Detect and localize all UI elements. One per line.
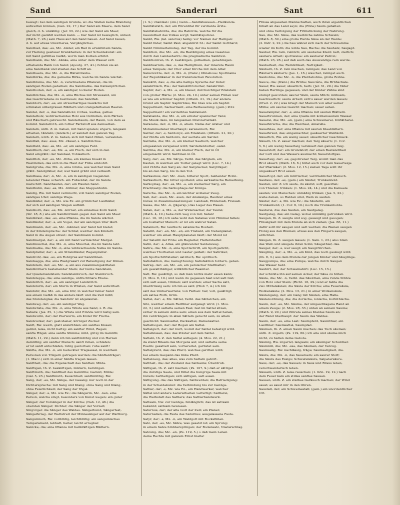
- text-line: Satteln, th. Z. den Sattel auflegen; (4. Mos. 22, 21.): [143, 335, 226, 340]
- text-line: Sand in die Augen streut; der Sandmann kommt.: [26, 233, 105, 238]
- text-line: sandigen Boden gedeihen; die Sandnelke, das Katzenpfötchen.: [26, 83, 127, 88]
- text-line: Sattler, der; -s, Mz. wie Ez., ein Handwerker, welcher: [143, 386, 229, 391]
- text-line: arbeiten, tändeln; (landsch.) er sandelt den ganzen Tag.: [26, 130, 116, 135]
- text-line: die durstige Seele, und füllet die hungrige Seele mit: [143, 369, 227, 374]
- text-line: Sattelpferd, das; das Pferd, welches geritten wird;: [143, 348, 224, 353]
- text-line: Saufaus, der; -es, (gem.) ein Säufer, Trunkenbold.: [259, 177, 339, 182]
- text-line: Sandsegge, die; eine Riedgrasart zur Befestigung der Dünen.: [26, 258, 125, 263]
- text-line: Sandwurm, der; der Pierwurm, ein Köder für Fische.: [26, 314, 111, 319]
- text-line: Sättel und andere Lederarbeiten verfertigt; Sattlerei,: [143, 391, 229, 396]
- text-line: Sanktion, die; Mz. -en, die Bestätigung eines Gesetzes: [143, 49, 230, 54]
- text-line: Gutes; in Zusammensetzungen: Landsaß, Hintersaß, Freisaß.: [143, 199, 241, 204]
- text-line: mit Sand gefülltes Gefäß, worin man Kolben erhitzt.: [26, 54, 110, 59]
- text-line: bis an den Sarg, bis in den Tod.: [143, 169, 194, 174]
- header-left-word: Sand: [30, 6, 51, 15]
- text-line: lebender Hase; scherzh. ein Fußsoldat, der im Sande: [26, 177, 111, 182]
- text-line: Sandel, der; -s, das Sandelholz; rothes, weißes, gelbes: [26, 109, 113, 114]
- text-line: Sapperment! ein verderbtes Sakrament.: [143, 109, 208, 114]
- text-line: (Luc. 10, 18.) ich sahe wohl den Satanas vom Himmel fallen;: [143, 216, 240, 221]
- text-line: Saufen, unr. Z. ich saufe, du säufst; soff, gesoffen;: [259, 182, 339, 187]
- text-line: zur Heilung gewisser Krankheiten; in der Scheidekunst: ein: [26, 49, 122, 54]
- text-line: Sandrohr, das; -es, ein Rohrgras auf Sanddünen.: [26, 254, 104, 259]
- text-line: Sandweg, der; -es, ein sandiger Weg.: [26, 301, 86, 306]
- text-column-3: [259, 20, 373, 498]
- text-line: Sanft, Bw. weich, glatt anzufühlen; ein sanftes Kissen;: [26, 322, 113, 327]
- text-line: Satellit, der; -en, Mz. -en, ein Trabant, ein Nebenplanet,: [143, 229, 233, 234]
- text-line: (1. S.) »Sanikel« (zm.) Genn.—Sanitätswesen—Heilkunde.: [143, 20, 236, 24]
- column-divider: [257, 20, 258, 496]
- text-line: (1. Macc.) sich in einer Sänfte tragen lassen.: [26, 356, 98, 361]
- text-line: von Thieren: trinken; (1. Mos. 24, 14.) und die Kameele: [259, 186, 348, 191]
- text-line: das Wasser hebt.: [259, 263, 287, 268]
- text-line: wieder im Koth; die wilde Sau, Bache; die Sauhatz, Saujagd.: [259, 45, 356, 50]
- text-line: Sandblume, die; Mz. -n, verschiedene Pflanzen, die im: [26, 79, 113, 84]
- text-line: (Math. 8, 30.) eine große Herde Säue an der Weide;: [259, 37, 342, 42]
- text-line: Sandfaß, das; -sses, Mz. -fässer, s. Sandbüchse.: [26, 139, 102, 144]
- text-line: deine Rechte mit ganzem Ernst hielte!: [143, 433, 205, 438]
- text-line: Satan, der; -s, Mz. -e, der Widersacher, der Teufel;: [143, 207, 224, 212]
- text-line: Sauerkraut, das; eingemachter, gesäuerter Weißkohl.: [259, 130, 345, 135]
- text-line: Sandmann, der; -es, Mz. -männer, wer Sand feil bietet;: [26, 224, 114, 229]
- text-line: und Räuchern gebraucht. Sandelbaum, der Baum, von dem es: [26, 118, 126, 123]
- text-line: Gutem; befriedigen; sich sättigen, satt essen.: [143, 374, 216, 379]
- text-line: Sanktuarium, das; -s, das Heiligthum, der innerste Raum: [143, 62, 235, 67]
- text-line: Sang, der; -es, Mz. Sänge, der Gesang; nur noch in der: [26, 378, 114, 383]
- text-line: zwo Mittelsäulen; die Säule der Kirche; eine Feuersäule,: [259, 284, 350, 289]
- text-line: verschwenderisch leben.: [259, 365, 299, 370]
- text-line: Sandkörnern bestehender Stein; der bunte Sandstein,: [26, 267, 113, 272]
- text-line: Sandfisch, der; -es, Mz. -e, ein Fisch, der sich in den: [26, 147, 110, 152]
- text-line: bewegt; bei dem sandigen Grunde, wo die Wellen keine Brandung: [26, 20, 132, 24]
- text-line: (Math. 23, 26.) auf daß auch das Auswendige rein werde.: [259, 58, 351, 63]
- text-line: Säulenordnung, die; die dorische, ionische, korinthische.: [259, 297, 350, 302]
- text-line: der Republikaner in der französischen Revolution.: [143, 75, 224, 80]
- text-line: Sandelholz, wohlriechendes Holz aus Ostindien, zum Färben: [26, 113, 123, 118]
- text-line: saust; es saust mir in den Ohren.: [259, 382, 312, 387]
- text-line: Sandgrube, die; Mz. -n, eine Grube, aus welcher man Sand: [26, 165, 121, 170]
- text-line: Sau, die; Mz. Säue, das weibliche zahme Schwein;: [259, 32, 340, 37]
- text-line: Sarkastisch, Bw. bitter spottend; eine sarkastische Bemerkung.: [143, 177, 245, 182]
- text-line: demüthig; ein sanfter Mensch; sanft ruhen, schlafen;: [26, 339, 111, 344]
- text-line: Sauberkeit, die; Reinlichkeit, Nettigkeit.: [259, 62, 324, 67]
- text-line: der Satellit der Erde; ein Begleiter, Helfershelfer.: [143, 237, 222, 242]
- text-line: Säufer, der; -s, Mz. wie Ez.; die Säuferin, ein: [259, 199, 331, 204]
- text-line: Säule, die; Mz. -n, Verkl. das Säulchen, eine runde Stütze: [259, 275, 351, 280]
- text-line: Sauferei, die; das Saufen, ein Saufgelag.: [259, 207, 324, 212]
- text-line: Sansculotte, der; -n, Mz. -n, (franz.) Ohnehose; Spottname: [143, 71, 237, 76]
- text-line: Sanicke, die; eine Pflanze mit heilkräftigen Blättern.: [26, 425, 110, 430]
- text-line: Saß, der; -ssen, Mz. -ssen, der Ansässige, Besitzer eines: [143, 194, 233, 199]
- text-line: Sandsteppe, die; eine sandige, unfruchtbare Ebene.: [26, 275, 109, 280]
- text-line: der Rand überhaupt: der Saum des Waldes.: [259, 314, 329, 319]
- text-line: Sandbüchse, die; Mz. -n, eine Büchse mit Streusand, um: [26, 92, 117, 97]
- text-line: Saus, der; -es, das Sausen; in Saus und Braus leben,: [259, 361, 343, 366]
- text-line: Sandbank, die; Mz. -bänke, eine unter dem Wasser sich: [26, 58, 115, 63]
- text-line: Sasse, die; Mz. -n, (Jägersp.) das Lager des Hasen.: [143, 203, 224, 208]
- text-line: einem Zeuge; (2. Mos. 28, 33.) unten an seinem Saume;: [259, 305, 349, 310]
- text-line: Säuern, th. Z. sauer machen; den Teig säuern; (1. Cor.: [259, 139, 346, 144]
- text-line: sicher in seinem Amte sein; einen aus dem Sattel heben,: [143, 310, 234, 315]
- page-number: 611: [356, 6, 372, 15]
- text-line: Sattelgurt, der; der Gurt, womit der Sattel befestigt wird.: [143, 327, 236, 332]
- text-line: Sänger; der Vorsänger in der Kirche; (Neh. 12, 46.) die: [26, 399, 114, 404]
- text-line: Sandern, unth. Z. m. haben, sich mit Sand füllen, versanden.: [26, 135, 123, 140]
- text-line: Sarazene, der; -n, Mz. -n, ehem. Name der Araber und: [143, 122, 230, 127]
- text-line: Gesundheit des Volkes sorgt; Sanitätspolizei.: [143, 32, 215, 37]
- text-line: Säumniß, die; Mz. -sse, das Säumen, der Verzug.: [259, 344, 337, 349]
- text-line: Satanisch, Bw. teuflisch; satanische Bosheit.: [143, 224, 214, 229]
- text-line: (Pred. 2, 22.) was kriegt der Mensch von aller seiner: [259, 101, 344, 106]
- text-line: marschirt. Sandhaufen, der; ein Haufen Sand.: [26, 182, 100, 187]
- text-line: (Math. 7, 26.) sein Haus auf den Sand bauen. Auf Sand bauen,: [26, 37, 126, 42]
- text-line: Sättigung, die; das Sättigen, Sattwerden; die Befriedigung;: [143, 378, 238, 383]
- text-line: die Säure des Essigs; Schwefelsäure, Salpetersäure.: [259, 356, 343, 361]
- text-line: (Math. 4, 10.) hebe dich weg von mir, Satan!: [143, 211, 215, 216]
- text-line: beschwerlich: saure Arbeit; sich's sauer werden lassen;: [259, 96, 348, 101]
- text-line: Prachtsarg; die Sarkophage der Könige.: [143, 186, 207, 191]
- text-line: Säulengang, der; ein Gang mit Säulen, eine Halle.: [259, 293, 339, 297]
- text-line: Sarsche, die; Mz. -n, ein leichter wollener Zeug.: [143, 190, 220, 195]
- text-line: Sarkasmus, der; Mz. -men, bitterer Spott, beißender Hohn.: [143, 173, 238, 178]
- text-line: Lastthier; Saumsattel, Saumpfad.: [259, 322, 313, 327]
- text-line: Sapperment, Sackerment, eine Betheuerung; (gem.) Potz: [143, 105, 235, 110]
- text-line: Sauerbrunnen, der; eine Quelle mit kohlensaurem Wasser.: [259, 113, 353, 118]
- text-line: Sanktioniren, th. Z. bestätigen, gutheißen, genehmigen.: [143, 58, 233, 63]
- text-line: unth. Z. zögern; (Ps. 119, 60.) ich eile und säume mich: [259, 331, 347, 336]
- text-column-2: [143, 20, 257, 498]
- text-line: von Holz oder Stein; (Richt. 16, 29.) und er faßte die: [259, 280, 343, 285]
- text-line: er ist sanft entschlafen, ruhig gestorben; ruhe sanft!: [26, 344, 110, 349]
- text-line: wehe denen, so Helden sind, Wein zu saufen.: [259, 194, 331, 199]
- text-line: Sanguinisch, Bw. vollblütig, leichtblütig; ein sanguinisches: [26, 416, 120, 421]
- text-line: 5, 6.) ein wenig Sauerteig versäuert den ganzen Teig.: [259, 143, 345, 148]
- text-line: Sandbeere, die; Mz. -n, die Bärentraube.: [26, 71, 91, 76]
- text-line: und ohne Verfolgung der Frühstückung der Nahrung.: [259, 28, 345, 33]
- text-line: durch den Landesherrn; die pragmatische Sanktion.: [143, 54, 227, 59]
- text-line: Sausen, unth. Z. ein starkes Geräusch machen; der Wind: [259, 378, 350, 383]
- text-line: Saturnalien, die Feste des Saturnus; ausgelassene Feste.: [143, 412, 234, 417]
- text-line: eingemacht wird; Sardinen in Öl.: [143, 152, 196, 157]
- text-line: kommt. Sandelroth, ein rother Farbstoff aus demselben.: [26, 122, 116, 127]
- text-line: Sauerklee, der; eine Pflanze mit sauren Kleeblättern.: [259, 126, 344, 131]
- text-line: ungesäuert Brot essen.: [259, 169, 296, 174]
- text-line: eine Sandbank und stießen das Schiff an.: [26, 66, 92, 71]
- text-line: Satzung, die; Mz. -en, (Ps. 119, 5.) o daß mein Leben: [143, 429, 228, 434]
- text-line: Sauerei, die; Mz. -en, (gem.) eine Schweinerei, Unflätherei.: [259, 118, 354, 123]
- text-line: Saustall, der; ein Schweinestall; (gem.) ein unordentlicher: [259, 386, 353, 391]
- text-line: Sattheit, die; der Zustand des Sattseins; Überdruß.: [143, 361, 225, 366]
- text-line: ohne Feierlichkeit; der Sang der Vögel.: [26, 386, 89, 391]
- text-line: Säumig, Bw. zögernd, langsam; ein säumiger Schuldner.: [259, 339, 349, 344]
- text-line: Sarder, der; -s, Sardonyx, ein Edelstein; (Offenb. 21, 20.): [143, 130, 234, 135]
- text-line: in der Kindersprache: der Schlaf, welcher den Kindern: [26, 229, 114, 234]
- text-line: (5. Mos. 8, 10.) und wenn du gegessen hast und satt bist;: [143, 275, 235, 280]
- text-line: Sandpfeifer, der; -s, ein Strandläufer, Regenpfeifer.: [26, 250, 108, 255]
- text-line: eines Tempels; der Chor einer Kirche mit dem Altar.: [143, 66, 227, 71]
- text-line: Sandfloh, der; -es, Mz. -flöhe, ein kleines Insekt in: [26, 156, 106, 161]
- text-line: Sandstein, der; -es, Mz. -e, ein aus zusammengekitteten: [26, 263, 116, 268]
- text-line: Honig aus den Blumen; etwas aus den Fingern saugen,: [259, 229, 347, 234]
- text-line: da stand Bileam des Morgens auf, und sattelte seine: [143, 339, 227, 344]
- text-line: Temperament, lebhaft, heiter, leicht erregbar.: [26, 420, 100, 425]
- text-line: sanskritisch, Bw.; der Sanskritforscher, Sanskritist.: [143, 83, 225, 88]
- column-divider: [141, 20, 142, 496]
- text-line: (Sir. 18, 8.) wie ein Sandkörnlein gegen den Sand am Meer.: [26, 211, 122, 216]
- text-line: es wie ein schöner Saphir; (Offenb. 21, 19.) der andere: [143, 96, 231, 101]
- text-line: Flüssigkeit mit dem Munde an sich ziehen; (Jes. 66, 11.): [259, 220, 349, 225]
- text-line: ihn verdrängen; in allen Sätteln gerecht sein, zu allem: [143, 314, 230, 319]
- text-line: Satt, Bw. gesättigt, so daß man nichts mehr essen kann;: [143, 271, 233, 276]
- text-line: Saumselig, Bw. nachlässig, träge; Saumseligkeit, die.: [259, 348, 344, 353]
- text-line: Sattelkissen, das; das Polster auf dem Sattel.: [143, 331, 215, 336]
- text-line: erdichten.: [259, 233, 276, 238]
- text-line: Sandig, Bw. mit Sand vermischt, voll Sand; sandiger Boden,: [26, 190, 122, 195]
- text-line: Sandmergel, der; -s, ein mit Sand vermischter Mergel.: [26, 237, 114, 242]
- text-line: Sandläufer, der; -s, ein Vogel, der am sandigen Ufer läuft.: [26, 220, 118, 225]
- text-line: Satire, die; Mz. -n, eine Spottschrift, ein Spottgedicht,: [143, 246, 230, 251]
- text-column-1: [26, 20, 140, 498]
- text-line: Sauger, der; -s, wer saugt; ein Saugröhrchen.: [259, 246, 332, 251]
- text-line: Satisfaktion, die; Genugthuung; Satisfaktion fordern, geben.: [143, 258, 240, 263]
- text-line: d. h. auf etwas Unsicheres, Vergängliches.: [26, 41, 94, 46]
- text-line: Sauhirt, der; der Schweinehirt; (Luc. 15, 15.): [259, 267, 332, 272]
- text-line: ein Spottschriftsteller; satirisch, Bw. spöttisch.: [143, 254, 218, 259]
- text-line: Säubern, th. Z. rein machen, reinigen; das Land von: [259, 66, 343, 71]
- text-line: Sauber, Bw. rein, reinlich; ein sauberes Kleid; nett, zierlich;: [259, 49, 355, 54]
- text-line: (Ps. 8, 3.) aus dem Munde der jungen Kinder und Säuglinge.: [259, 254, 356, 259]
- text-line: (Gal. 5, 23.) Sanftmuth, Keuschheit; sanftmüthig, Bw.: [26, 374, 112, 379]
- text-line: Sänger, der; -s, Mz. wie Ez.; die Sängerin, Mz. -nen, eine: [26, 391, 117, 396]
- text-line: ein boshafter Mensch: er ist ein wahrer Satan.: [143, 220, 218, 225]
- text-line: Sardine, die; Mz. -n, ein kleiner Fisch, der in Öl: [143, 147, 219, 152]
- text-line: Sanduhr, die; Mz. -en, eine Uhr, in welcher feiner Sand: [26, 288, 114, 293]
- text-line: der Quadersandstein; Sandsteinbruch, der Steinbruch.: [26, 271, 114, 276]
- text-line: der Pharisäer; (2. Mos. 12, 15.) sieben Tage sollt ihr: [259, 165, 343, 170]
- text-line: Trunkenbold; (1. Cor. 6, 10.) noch die Trunkenbolde.: [259, 203, 344, 208]
- text-line: saufen; von Menschen: unmäßig trinken; (Jes. 5, 22.): [259, 190, 344, 195]
- text-line: die Werkstatt des Sattlers; das Sattlerhandwerk.: [143, 395, 221, 400]
- text-line: Sanitätsbehörde, die; die Behörde, welche für die: [143, 28, 223, 33]
- text-line: Mohammedaner überhaupt; sarazenisch, Bw.: [143, 126, 216, 131]
- text-line: Saugpumpe, die; eine Pumpe, welche durch Saugen: [259, 258, 343, 263]
- text-line: der nicht gezählt werden kann. — Der Sand ist beweglich, unfest;: [26, 32, 132, 37]
- text-line: nicht, zu halten deine Gebote.: [259, 335, 307, 340]
- text-line: Sandmuschel, die; Mz. -n, eine Muschel, die im Sande lebt.: [26, 241, 121, 246]
- text-line: Sankt Peter, Sankt Paul; abgekürzt St.; der Sankt Gotthard;: [143, 41, 238, 46]
- text-line: Sättigen, th. Z. satt machen; (Ps. 107, 9.) daß er sättiget: [143, 365, 233, 370]
- text-line: Sanddorn, der; -es, ein strauchartiges Gewächs mit: [26, 101, 109, 106]
- text-line: Sanftigen, th. Z. besänftigen, mildern, beruhigen.: [26, 365, 106, 370]
- text-line: sich satt essen, trinken; satt werden; einer Sache satt,: [143, 280, 230, 285]
- text-line: Saphir, der; -s, Mz. -e, ein blauer, durchsichtiger Edelstein: [143, 88, 237, 93]
- text-line: Sanftheit, die; die Eigenschaft des Sanften; Milde.: [26, 361, 107, 366]
- text-line: Säugen, th. Z. saugen lassen; (1. Sam. 1, 23.) also blieb: [259, 237, 348, 242]
- text-line: in einem Satze hinüberspringen; der Bodensatz, Niederschlag.: [143, 425, 244, 430]
- text-line: sandiges Ufer; sandige Wege.: [26, 194, 74, 199]
- text-line: Sahara; (Jes. 35, 1.) die Wüste und Einöde wird lustig sein.: [26, 310, 120, 315]
- text-line: ein sattes Roth, Grün.: [143, 293, 178, 297]
- text-line: gleich, d. h. unzählig; (Jer. 33, 22.) wie der Sand am Meer,: [26, 28, 119, 33]
- text-line: Sattsam, Nw. zur Genüge, hinlänglich; das ist sattsam: [143, 399, 230, 404]
- text-line: in der Scheidekunst: die Verbindung bis zur Genüge.: [143, 382, 228, 387]
- text-line: die Musik dazu, im langsamen Dreivierteltakt.: [143, 118, 217, 123]
- text-line: aufwerfen können, (Gen. 22, 17.) Der Sand am Meere, dem Sand: [26, 24, 130, 29]
- text-line: stumpf geworden; saurer Wein, saure Milch; mühsam,: [259, 92, 346, 97]
- text-line: Sattelbogen, der; der Bogen am Sattel.: [143, 322, 206, 327]
- header-right-word: Sant: [284, 6, 304, 15]
- text-line: 22, 3.) und sattelte seinen Esel; fest im Sattel sitzen,: [143, 305, 228, 310]
- text-line: Sandkorn, das; -es, Mz. -körner, ein einzelnes Korn Sand;: [26, 207, 118, 212]
- text-line: Sand eingräbt; der Sandaal, Tobiasfisch.: [26, 152, 91, 157]
- text-line: Saubohne, die; Mz. -n, die Pferdebohne, große Bohne.: [259, 75, 346, 80]
- text-line: Sänfte, die; Mz. -n, ein bedeckter Tragsessel, in welchem: [26, 348, 118, 353]
- text-line: (Math. 9, 20.) und rührete seines Kleides Saum an;: [259, 310, 341, 315]
- text-line: Sauertopf, der; ein mürrischer, verdrießlicher Mensch.: [259, 173, 347, 178]
- text-line: Sattelzeug, das; alles, was zum Satteln gehört.: [143, 356, 218, 361]
- text-line: Sandbad, das; -es, Mz. -bäder, ein Bad in erwärmtem Sande,: [26, 45, 123, 50]
- text-line: überdrüssig sein; ich bin es satt; (Hiob 7, 4.) ich bin: [143, 284, 226, 289]
- text-line: Singvögel: die Sänger des Waldes. Sängerbund, Sängerfest,: [26, 408, 122, 413]
- text-line: gelind, leise, nicht heftig; ein sanfter Wind, Regen;: [26, 327, 108, 332]
- text-line: der schickte ihn auf seinen Acker, der Säue zu hüten.: [259, 271, 345, 276]
- text-line: der sich auf sandigen Wegen aufhält.: [26, 203, 86, 208]
- text-line: Sitz, welcher einem Reitthier aufgelegt wird; (1. Mos.: [143, 301, 229, 306]
- text-line: Inhalt an das Land seyn; die (Ebbe) Saum gehalten: [259, 24, 341, 29]
- text-line: Sandnelke, die; Mz. -n, eine wildwachsende Nelke im Sande.: [26, 246, 123, 251]
- text-line: Säuerlich, Bw. ein wenig sauer; säuerlicher Geschmack.: [259, 135, 349, 140]
- text-line: Kasten, in welchen ein Todter gelegt wird; (Luc. 7, 14.): [143, 160, 232, 165]
- text-line: Sankt, Bw. (lat. sanctus) heilig; vor Namen der Heiligen:: [143, 37, 234, 42]
- text-line: geschickt; Saumsattel, Packsattel, Damensattel.: [143, 318, 220, 323]
- text-line: Brot säuert; (Math. 16, 6.) hütet euch vor dem Sauerteige: [259, 160, 352, 165]
- text-line: Satrap, der; -en, Mz. -en, ein persischer Statthalter;: [143, 263, 226, 268]
- text-line: Saum, der; -es, Mz. Säume, der umgeschlagene Rand an: [259, 301, 350, 306]
- text-line: Sandhase, der; -n, Mz. -n, ein in sandigen Gegenden: [26, 173, 110, 178]
- text-line: Säugling, der; -s, Mz. -e, ein Kind, das noch gesäugt wird;: [259, 250, 352, 255]
- text-line: Sandwüste, die; Mz. -n, eine Wüste aus Sand, z. B. die: [26, 305, 113, 310]
- text-line: Sarkophag, der; -es, Mz. -e, ein steinerner Sarg, ein: [143, 182, 226, 187]
- text-line: das Weib und säugete ihren Sohn; Säugethier, das.: [259, 241, 341, 246]
- text-line: schmalen silbergrauen Blättern und orangefarbenen Beeren.: [26, 105, 124, 110]
- text-line: bekannt; sattsam bewiesen.: [143, 403, 188, 408]
- text-line: Ort.: [259, 391, 266, 396]
- text-line: Westindien, das sich in die Haut der Füße einbohrt.: [26, 160, 109, 165]
- text-line: Säure, die; Mz. -n, das Sauersein; ein saurer Stoff;: [259, 352, 340, 357]
- text-line: Satin, der; -s, Atlas, ein glänzender Seidenzeug.: [143, 241, 220, 246]
- text-line: Sandzucker, der; gestoßener, körniger Zucker.: [26, 318, 101, 323]
- text-line: Sauer, Bw. sauer, säuerlich, herb; (Jer. 31, 29.) die Väter: [259, 83, 349, 88]
- text-line: Sandkraut, das; -es, eine Pflanze, die im Sande wächst.: [26, 216, 115, 221]
- text-line: Satz, der; -es, Mz. Sätze, was gesetzt ist; ein Sprung;: [143, 420, 228, 425]
- text-line: Sanitätsrath, der; ein Ehrentitel für verdiente Ärzte.: [143, 24, 227, 29]
- text-line: Sandboden, der; -s, ein sandiger, lockerer Boden.: [26, 88, 105, 93]
- text-line: welcher um einen Hauptplaneten läuft; der Mond ist: [143, 233, 228, 238]
- text-line: dem Feuer kam ein stilles sanftes Sausen.: [259, 374, 327, 379]
- text-line: Sauerstoff, der; ein Grundstoff, der einen Bestandtheil: [259, 147, 346, 152]
- text-line: Personen von Trägern getragen werden; die Sänftenträger;: [26, 352, 121, 357]
- text-line: (Math. 11, 29.) denn ich bin sanftmüthig und von Herzen: [26, 335, 118, 340]
- text-line: gräbt. Sandgräber, der, wer Sand gräbt und verkauft.: [26, 169, 112, 174]
- text-line: Säumen, th. Z. einen Saum machen; das Tuch säumen;: [259, 327, 347, 332]
- text-line: Saum, der; -es, eine Last; Saumpferd, Saumthier, ein: [259, 318, 344, 323]
- text-line: haben Herlinge gegessen, und der Kinder Zähne sind: [259, 88, 345, 93]
- text-line: Sanskrit, das; -s, die alte heilige Sprache der Inder;: [143, 79, 226, 84]
- text-line: Sandfeld, das; -es, Mz. -er, ein sandiges Feld.: [26, 143, 98, 148]
- text-line: Dichtersprache: mit Sang und Klang; ohne Sang und Klang,: [26, 382, 122, 387]
- text-line: Sankt Nimmerleinstag, der Tag, der nie kommt.: [143, 45, 220, 50]
- text-line: bei einem Gespann das linke Pferd.: [143, 352, 200, 357]
- text-line: welches Thorheiten und Laster geißelt; der Satiriker,: [143, 250, 228, 255]
- text-line: (2. Petr. 2, 22.) die Sau wälzet sich nach der Schwemme: [259, 41, 349, 46]
- text-line: Saufgelag, das; ein Gelag, wobei unmäßig getrunken wird.: [259, 211, 353, 216]
- text-line: Saturnus, der; der alte Gott der Zeit; ein Planet;: [143, 408, 220, 413]
- text-line: sanfte Hügel; eine sanfte Stimme; mild, gütig im Gemüth;: [26, 331, 119, 336]
- text-line: Mühe; ein saures Gesicht machen; sauer sehen.: [259, 105, 336, 110]
- text-line: Sandeln, unth. Z. m. haben, mit Sand spielen; zögern, langsam: [26, 126, 127, 131]
- text-line: obersten Sänger; Dichter; die Sänger der Vorzeit;: [26, 403, 106, 408]
- text-line: Sängerkrieg, der Wettstreit der Minnesänger auf der Wartburg.: [26, 412, 128, 417]
- text-line: erhebende Bank von Sand; (Apostg. 27, 41.) fuhren sie an: [26, 62, 119, 67]
- text-line: Sanftmuth, die; Sanftheit des Gemüths; Geduld, Milde;: [26, 369, 114, 374]
- text-line: Satyr, der; -s, Mz. -n, ein Waldgott mit Bocksfüßen.: [143, 416, 225, 421]
- text-line: Sandkäfer, der; -s, Mz. wie Ez. ein grünlicher Laufkäfer,: [26, 199, 116, 204]
- text-line: dafür sollt ihr saugen und satt werden; die Bienen saugen: [259, 224, 352, 229]
- text-line: Sattel, der; -s, Mz. Sättel, Verkl. das Sättelchen, ein: [143, 297, 226, 302]
- text-line: Sandbirke, die; die gemeine Birke, welche im Sande wächst.: [26, 75, 123, 80]
- text-line: Flüsse abgesehen Mannschaften, auch ihren eigentlichen: [259, 20, 351, 24]
- text-line: der Luft und des Wassers ausmacht; Sauerstoffgas.: [259, 152, 341, 157]
- text-line: aus einem Gefäß in das andere läuft und die Zeit mißt;: [26, 293, 114, 297]
- text-line: von großer Härte; (2. Mos. 24, 10.) unter seinen Füßen war: [143, 92, 239, 97]
- text-line: Sandsturm, der; ein Sturm in Wüsten, der Sand aufwirbelt.: [26, 284, 121, 289]
- text-line: Säuseln, unth. Z. leise rauschen; (1. Kön. 19, 12.) nach: [259, 369, 347, 374]
- text-line: Grund ein Saphir. Saphirblau, Bw. blau wie ein Saphir.: [143, 101, 230, 106]
- header-center-word: Sanderari: [176, 6, 218, 15]
- text-line: ein gewaltthätiger, willkürlicher Beamter.: [143, 267, 210, 272]
- text-line: Sandstrich, der; -es, ein sandiger Landstrich.: [26, 280, 99, 285]
- header-rule: [26, 17, 374, 18]
- text-line: Sarabande, die; Mz. -n, ein ernster spanischer Tanz;: [143, 113, 227, 118]
- text-line: Sauerampfer, der; -s, eine Pflanze mit sauren Blättern.: [259, 109, 347, 114]
- text-line: Person, welche singt, besonders von Kunst wegen; ein guter: [26, 395, 123, 400]
- text-line: Wolkensäule; (2. Mos. 13, 21.) in einer Wolkensäule.: [259, 288, 343, 293]
- text-line: Sauerkirsche, die; die Weichsel, Amarelle.: [259, 122, 327, 127]
- text-line: Saugen, th. Z. saugte und sog, gesaugt und gesogen;: [259, 216, 344, 221]
- text-line: Sarg, der; -es, Mz. Särge, Verkl. das Särglein, ein: [143, 156, 222, 161]
- text-line: das Geschriebene zu bestreuen; das Sandfaß.: [26, 96, 99, 101]
- text-line: Sauce, die; (franz.) die Brühe; Saucière, die Brühschale.: [259, 79, 349, 84]
- text-line: Sauerteig, der; -es, gegohrener Teig, womit man das: [259, 156, 343, 161]
- text-line: saubere Arbeit; spottweise: ein sauberer Patron;: [259, 54, 337, 59]
- text-line: Sardelle, die; Mz. -n, ein kleiner Seefisch, welcher: [143, 139, 224, 144]
- text-line: Räubern säubern; (Jes. 1, 16.) waschet, reiniget euch.: [259, 71, 346, 76]
- text-line: das Stundenglas; die Sanduhr ist abgelaufen.: [26, 297, 99, 302]
- text-line: eingesalzen verspeiset wird; Sardellenbutter, -salat.: [143, 143, 226, 148]
- text-line: Sandhuhn, das; -es, Mz. -hühner, das Steppenhuhn.: [26, 186, 109, 191]
- text-line: satt des Umherwerfens; von Farben: tief, voll, gesättigt;: [143, 288, 233, 293]
- text-line: der fünfte ein Sardonix, der sechste ein Sarder.: [143, 135, 219, 140]
- text-line: und rührte den Sarg an; der Sargdeckel; Sargträger;: [143, 165, 228, 170]
- text-line: Eselin; gesattelt sein, vorbereitet, gerüstet sein.: [143, 344, 221, 349]
